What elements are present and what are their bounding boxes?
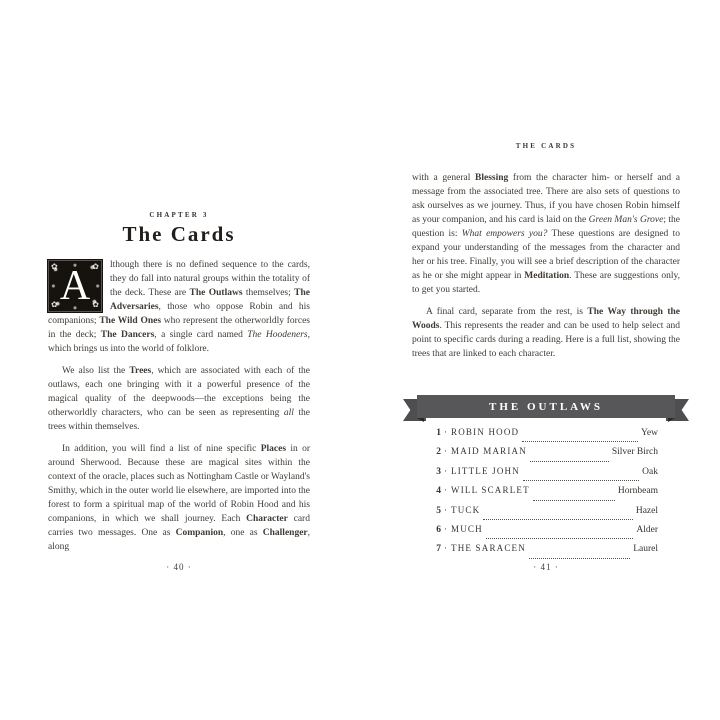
paragraph: In addition, you will find a list of nine specific Places in or around Sherwood. Because these are magical sites within the context of the oracle, places such as Nottingham Castle or Wayland's Smithy, which in the outer world lie elsewhere, are imported into the forest to form a spiritual map of the world of Robin Hood and his companions, in which we shall journey. Each Character card carries two messages. One as Companion, one as Challenger, along [48,444,310,552]
tree-name: Laurel [633,544,658,555]
list-item [432,524,658,543]
paragraph: We also list the Trees, which are associated with each of the outlaws, each one bringing with it a powerful presence of the magical quality of the deepwoods—the exceptions being the otherworldly characters, who can be seen as representing all the trees within themselves. [48,366,311,432]
item-bullet: · [444,485,447,496]
flower-ornament-icon: ✿ [51,262,58,271]
dropcap-letter: A [59,263,91,309]
paragraph [48,258,310,356]
character-name: WILL SCARLET [451,485,530,496]
item-number: 2 [436,447,441,458]
list-item [432,466,658,485]
tree-name: Yew [641,428,658,438]
paragraph: with a general Blessing from the character him- or herself and a message from the associated tree. There are also sets of questions to ask ourselves as we journey. Thus, if you have chosen Robin himself as your companion, and his card is laid on the Green Man's Grove; the question is: What empowers you? These questions are designed to expand your understanding of the messages from the character and her or his tree. Finally, you will see a brief description of the character as he or she might appear in Meditation. These are suggestions only, to get you started. [412,173,681,295]
item-bullet: · [444,427,447,437]
item-number: 7 [436,544,441,555]
list-item [432,485,658,504]
right-page [412,0,680,720]
tree-name: Alder [636,524,658,535]
dotted-leader [523,480,639,481]
item-number: 1 [436,428,441,438]
character-name: ROBIN HOOD [451,427,520,437]
flower-ornament-icon: ✿ [92,300,99,309]
page-number-left: · 40 · [166,562,192,572]
ornamental-dropcap [48,260,102,312]
paragraph-text: lthough there is no defined sequence to the cards, they do fall into natural groups within the totality of the deck. These are The Outlaws themselves; The Adversaries, those who oppose Robin and his companions; The Wild Ones who represent the otherworldly forces in the deck; The Dancers, a single card named The Hoodeners, which brings us into the world of folklore. [48,260,310,354]
dotted-leader [533,500,615,501]
item-number: 3 [436,466,441,477]
dotted-leader [522,441,638,442]
running-header: THE CARDS [515,142,577,150]
left-body-text [48,258,310,554]
dotted-leader [486,538,634,539]
flower-ornament-icon: ✿ [92,262,99,271]
item-bullet: · [444,465,447,476]
chapter-label: CHAPTER 3 [149,211,209,219]
item-number: 4 [436,486,441,497]
ribbon-fold-left [417,418,424,422]
list-item [432,446,658,465]
character-name: LITTLE JOHN [451,465,520,476]
item-bullet: · [444,446,447,457]
flower-ornament-icon: ✿ [51,300,58,309]
item-number: 5 [436,505,441,516]
item-bullet: · [444,523,447,534]
list-item [432,505,658,524]
item-number: 6 [436,524,441,535]
banner-label: THE OUTLAWS [489,400,603,413]
dotted-leader [483,519,633,520]
character-name: TUCK [451,504,481,515]
dotted-leader [530,461,609,462]
dotted-leader [529,558,630,559]
list-item [432,543,658,562]
right-body-text [412,171,680,361]
ribbon-band [417,395,675,418]
page-number-right: · 41 · [533,562,559,572]
page-title: The Cards [122,222,236,246]
tree-name: Hazel [635,505,658,516]
tree-name: Oak [642,466,658,477]
item-bullet: · [444,543,447,554]
ribbon-fold-right [668,418,675,422]
list-item [432,427,658,446]
tree-name: Silver Birch [611,447,658,458]
tree-name: Hornbeam [617,486,658,497]
item-bullet: · [444,504,447,515]
character-name: MAID MARIAN [451,446,527,457]
paragraph: A final card, separate from the rest, is The Way through the Woods. This represents the reader and can be used to help select and point to specific cards during a reading. Here is a full list, showing the trees that are linked to each character. [412,307,680,359]
left-page [48,0,310,720]
character-name: MUCH [451,523,483,534]
outlaws-list [432,427,658,563]
outlaws-ribbon-banner [412,395,680,423]
character-name: THE SARACEN [451,543,526,554]
